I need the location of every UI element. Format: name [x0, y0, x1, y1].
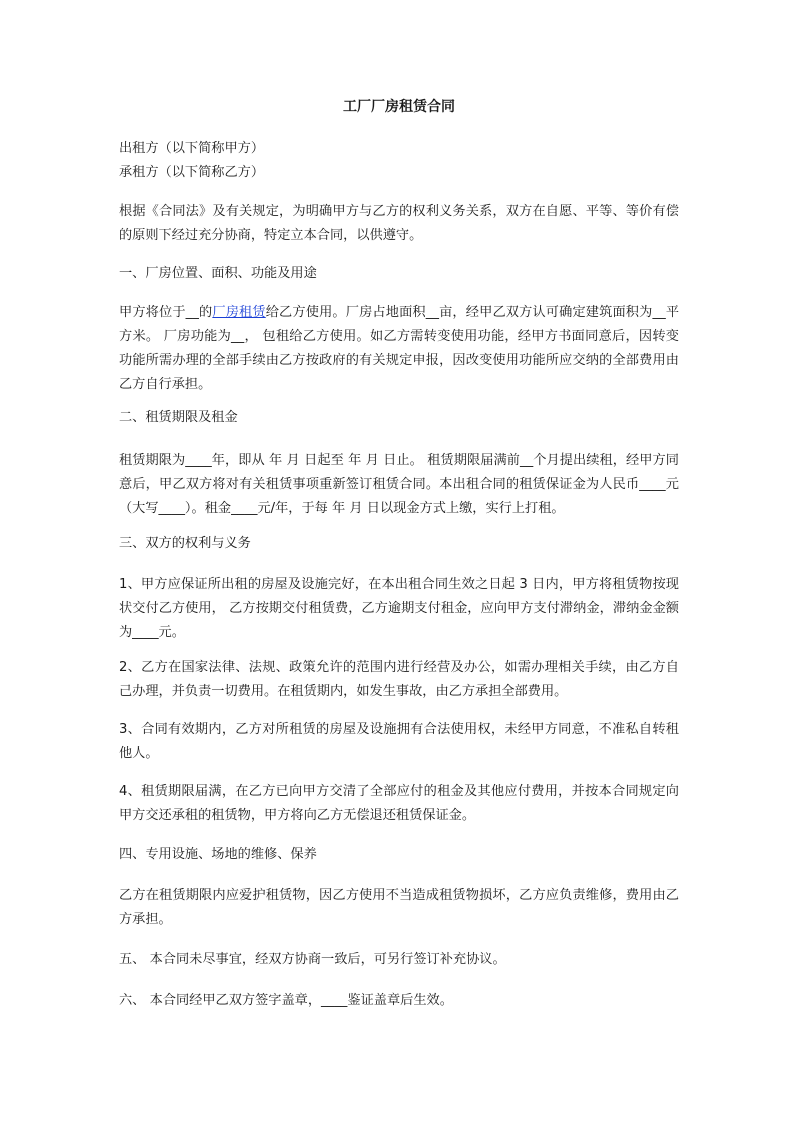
- party-a-line: 出租方（以下简称甲方）: [119, 141, 265, 156]
- section-3-item-4: [119, 780, 679, 828]
- preamble-text: 根据《合同法》及有关规定，为明确甲方与乙方的权利义务关系，双方在自愿、平等、等价有偿的原则下经过充分协商，特定立本合同，以供遵守。: [119, 204, 679, 243]
- section-3-item-3: [119, 718, 679, 766]
- section-2-text: 租赁期限为____年，即从 年 月 日起至 年 月 日止。 租赁期限届满前__个月提出续租，经甲方同意后，甲乙双方将对有关租赁事项重新签订租赁合同。本出租合同的租赁保证金为人民币____元（大写____）。租金____元/年，于每 年 月 日以现金方式上缴，实行上打租。: [119, 453, 679, 516]
- section-5-line: 五、 本合同未尽事宜，经双方协商一致后，可另行签订补充协议。: [119, 952, 506, 967]
- section-3-item-1-text: 1、甲方应保证所出租的房屋及设施完好，在本出租合同生效之日起 3 日内，甲方将租赁物按现状交付乙方使用， 乙方按期交付租赁费，乙方逾期支付租金，应向甲方支付滞纳金，滞纳金金额为____元。: [119, 577, 679, 640]
- section-3-heading: 三、双方的权利与义务: [119, 536, 251, 551]
- section-4-paragraph: [119, 884, 679, 932]
- parties-block: [119, 137, 679, 185]
- section-2-heading: 二、租赁期限及租金: [119, 410, 238, 425]
- section-3-item-4-text: 4、租赁期限届满，在乙方已向甲方交清了全部应付的租金及其他应付费用，并按本合同规定向甲方交还承租的租赁物，甲方将向乙方无偿退还租赁保证金。: [119, 784, 679, 823]
- section-4-text: 乙方在租赁期限内应爱护租赁物，因乙方使用不当造成租赁物损坏，乙方应负责维修，费用由乙方承担。: [119, 888, 679, 927]
- section-4-heading: 四、专用设施、场地的维修、保养: [119, 847, 317, 862]
- section-3-item-1: [119, 573, 679, 645]
- section-2-paragraph: [119, 449, 679, 521]
- section-3-item-2: [119, 656, 679, 704]
- section-3-item-3-text: 3、合同有效期内，乙方对所租赁的房屋及设施拥有合法使用权，未经甲方同意，不准私自转租他人。: [119, 722, 679, 761]
- section-1-text-before-link: 甲方将位于__的: [119, 305, 213, 320]
- document-title: 工厂厂房租赁合同: [343, 99, 455, 115]
- section-6-line: 六、 本合同经甲乙双方签字盖章，____鉴证盖章后生效。: [119, 993, 453, 1008]
- section-1-text-after-link: 给乙方使用。厂房占地面积__亩，经甲乙双方认可确定建筑面积为__平方米。 厂房功能为__， 包租给乙方使用。如乙方需转变使用功能，经甲方书面同意后，因转变功能所需办理的全部手续由乙方按政府的有关规定申报，因改变使用功能所应交纳的全部费用由乙方自行承担。: [119, 305, 680, 392]
- section-1-paragraph: [119, 301, 679, 397]
- factory-rental-link[interactable]: 厂房租赁: [212, 305, 266, 320]
- section-1-heading: 一、厂房位置、面积、功能及用途: [119, 266, 317, 281]
- section-3-item-2-text: 2、乙方在国家法律、法规、政策允许的范围内进行经营及办公，如需办理相关手续，由乙方自己办理，并负责一切费用。在租赁期内，如发生事故，由乙方承担全部费用。: [119, 660, 679, 699]
- party-b-line: 承租方（以下简称乙方）: [119, 165, 265, 180]
- preamble-paragraph: [119, 200, 679, 248]
